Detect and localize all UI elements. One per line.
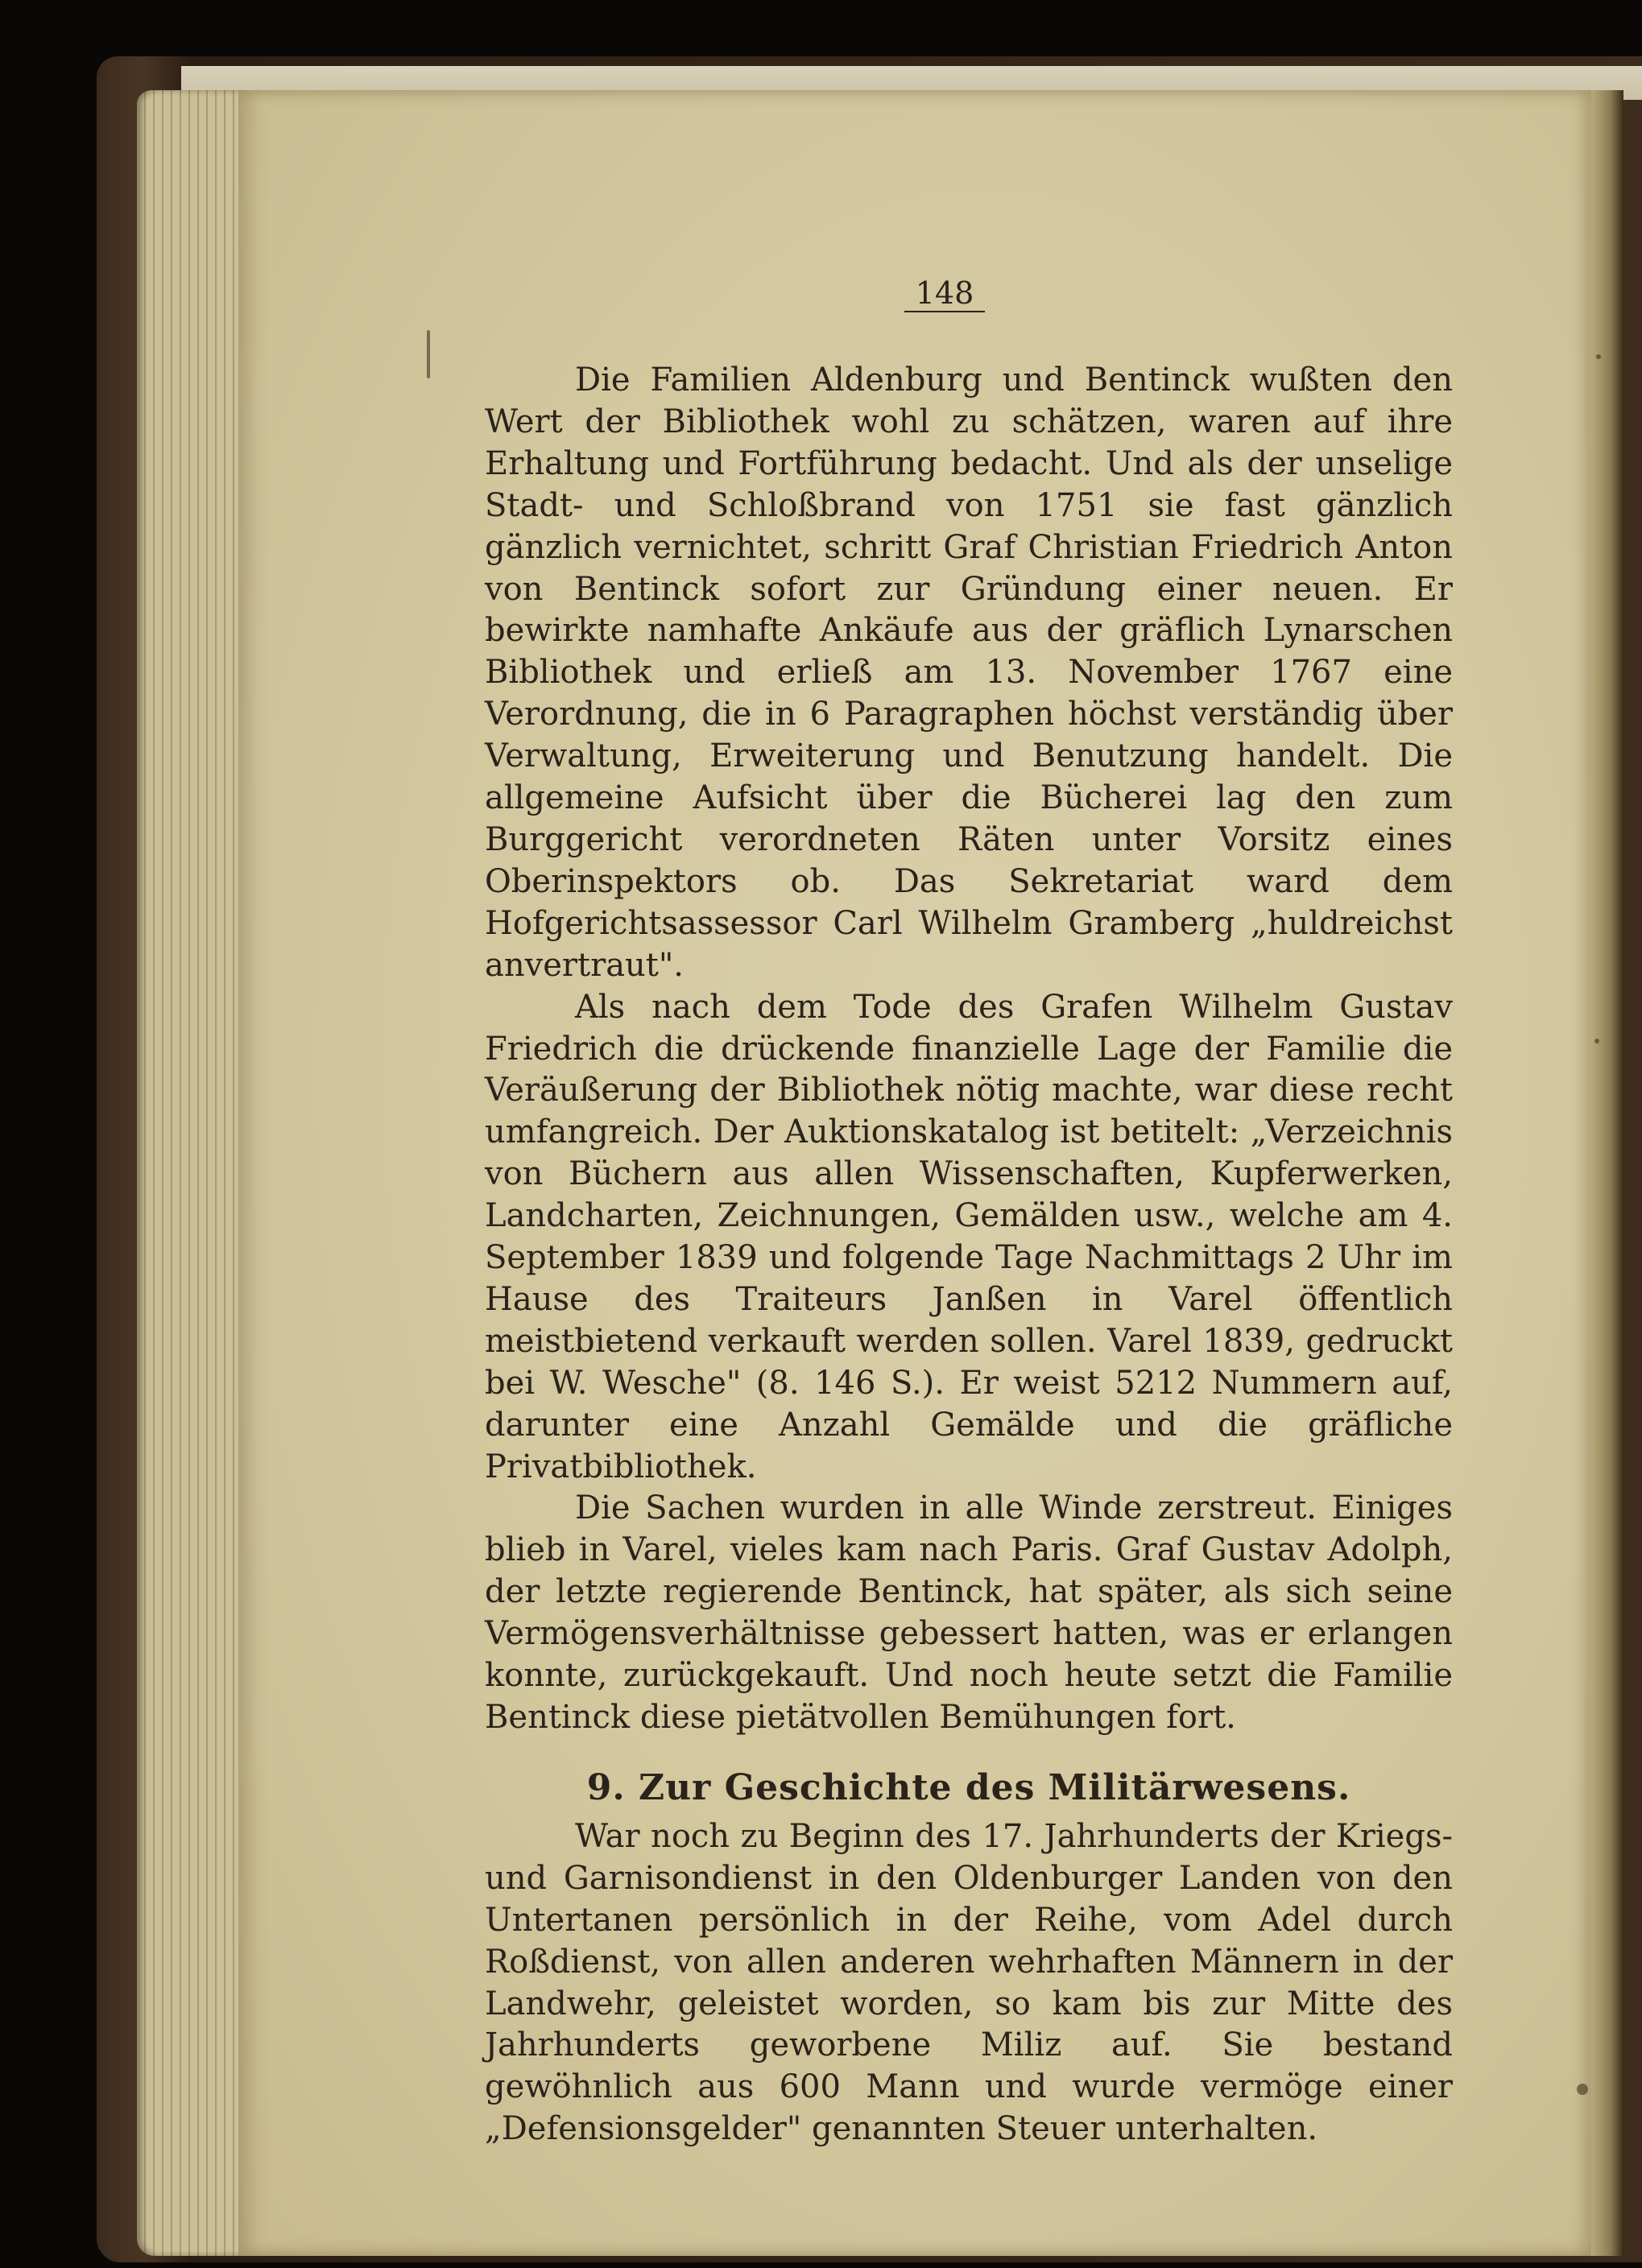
section-heading: 9. Zur Geschichte des Militärwesens. [586, 1766, 1351, 1808]
section-paragraph: War noch zu Beginn des 17. Jahrhunderts der Kriegs- und Garnisondienst in den Oldenburger Landen von den Untertanen persönlich in der Reihe, vom Adel durch Roßdienst, von allen anderen wehrhaften Männern in der Landwehr, geleistet worden, so kam bis zur Mitte des Jahrhunderts geworbene Miliz auf. Sie bestand gewöhnlich aus 600 Mann und wurde vermöge einer „Defensionsgelder" genannten Steuer unterhalten. [485, 1817, 1453, 2148]
page-number: 148 [904, 275, 985, 312]
paper-speck [1594, 1039, 1599, 1043]
paper-speck [1577, 2084, 1588, 2095]
paragraph-1: Die Familien Aldenburg und Bentinck wußten den Wert der Bibliothek wohl zu schätzen, waren auf ihre Erhaltung und Fortführung bedacht. Und als der unselige Stadt- und Schloßbrand von 1751 sie fast gänzlich gänzlich vernichtet, schritt Graf Christian Friedrich Anton von Bentinck sofort zur Gründung einer neuen. Er bewirkte namhafte Ankäufe aus der gräflich Lynarschen Bibliothek und erließ am 13. November 1767 eine Verordnung, die in 6 Paragraphen höchst verständig über Verwaltung, Erweiterung und Benutzung handelt. Die allgemeine Aufsicht über die Bücherei lag den zum Burggericht verordneten Räten unter Vorsitz eines Oberinspektors ob. Das Sekretariat ward dem Hofgerichtsassessor Carl Wilhelm Gramberg „huldreichst anvertraut". [485, 361, 1453, 984]
paragraph-2: Als nach dem Tode des Grafen Wilhelm Gustav Friedrich die drückende finanzielle Lage der Familie die Veräußerung der Bibliothek nötig machte, war diese recht umfangreich. Der Auktionskatalog ist betitelt: „Verzeichnis von Büchern aus allen Wissenschaften, Kupferwerken, Landcharten, Zeichnungen, Gemälden usw., welche am 4. September 1839 und folgende Tage Nachmittags 2 Uhr im Hause des Traiteurs Janßen in Varel öffentlich meistbietend verkauft werden sollen. Varel 1839, gedruckt bei W. Wesche" (8. 146 S.). Er weist 5212 Nummern auf, darunter eine Anzahl Gemälde und die gräfliche Privatbibliothek. [485, 988, 1453, 1485]
paragraph-3: Die Sachen wurden in alle Winde zerstreut. Einiges blieb in Varel, vieles kam nach Paris. Graf Gustav Adolph, der letzte regierende Bentinck, hat später, als sich seine Vermögensverhältnisse gebessert hatten, was er erlangen konnte, zurückgekauft. Und noch heute setzt die Familie Bentinck diese pietätvollen Bemühungen fort. [485, 1489, 1453, 1736]
page-edges-stack [137, 90, 243, 2256]
paper-speck [427, 330, 430, 378]
paper-speck [1596, 354, 1601, 359]
book-right-edge [1591, 90, 1623, 2256]
page-text [485, 360, 1453, 2150]
